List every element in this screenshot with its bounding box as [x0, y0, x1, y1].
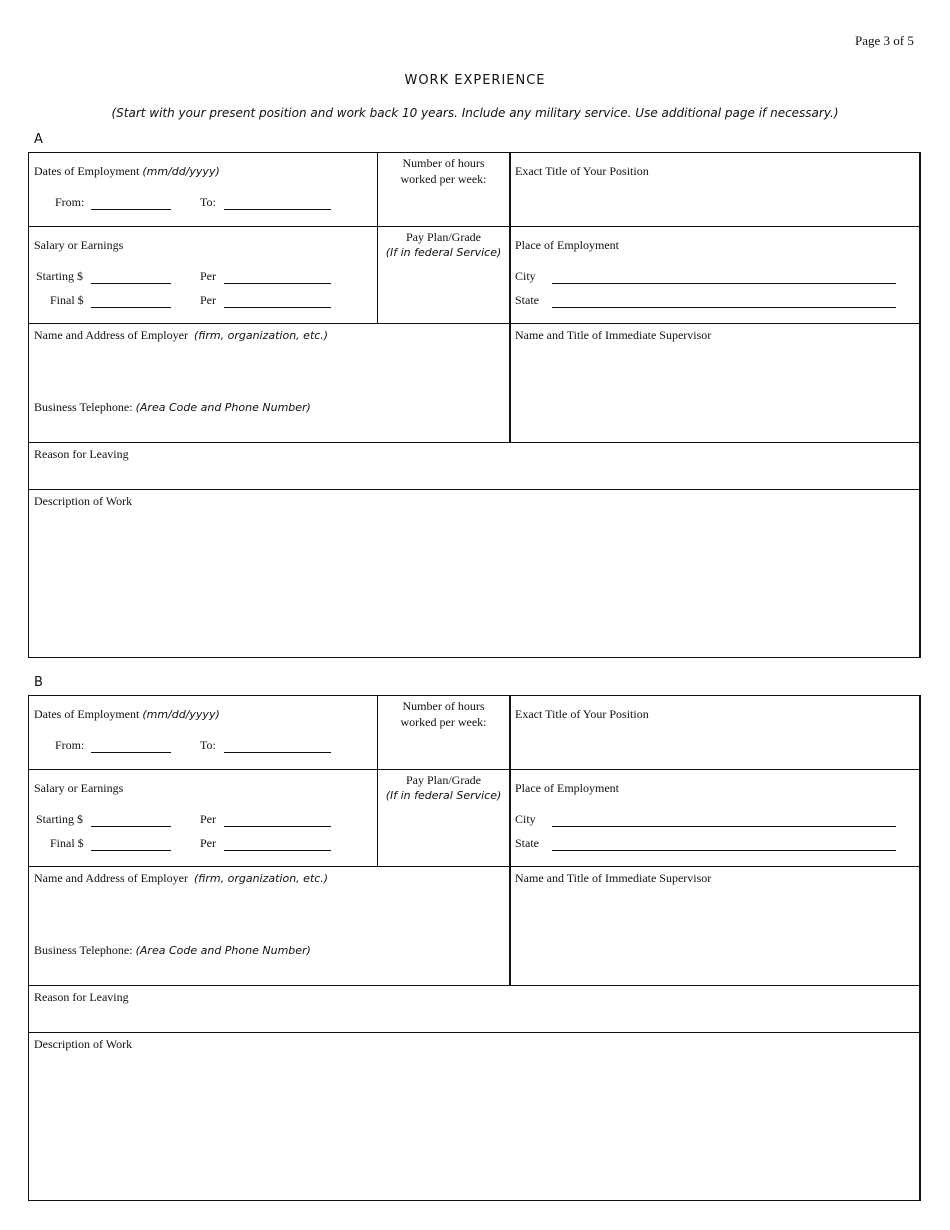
- exact-title-label: Exact Title of Your Position: [515, 707, 649, 721]
- city-label: City: [515, 812, 536, 826]
- dates-of-employment-label: Dates of Employment (mm/dd/yyyy): [34, 707, 220, 721]
- employer-note: (firm, organization, etc.): [193, 872, 329, 885]
- state-label: State: [515, 293, 539, 307]
- state-field[interactable]: [552, 850, 896, 851]
- exact-title-field[interactable]: [513, 182, 917, 224]
- border-right: [919, 152, 921, 658]
- divider-row4: [28, 1032, 921, 1033]
- page-number: Page 3 of 5: [855, 33, 914, 48]
- salary-label: Salary or Earnings: [34, 781, 124, 795]
- exact-title-label: Exact Title of Your Position: [515, 164, 649, 178]
- employer-note: (firm, organization, etc.): [193, 329, 329, 342]
- border-top: [28, 695, 921, 696]
- employer-label: Name and Address of Employer (firm, organization, etc.): [34, 871, 329, 885]
- final-salary-label: Final $: [50, 836, 84, 850]
- description-of-work-label: Description of Work: [34, 1037, 133, 1051]
- employer-field[interactable]: [32, 889, 506, 939]
- pay-plan-note: (If in federal Service): [385, 789, 502, 802]
- to-label: To:: [200, 738, 216, 752]
- place-of-employment-label: Place of Employment: [515, 238, 619, 252]
- pay-plan-note: (If in federal Service): [385, 246, 502, 259]
- phone-note: (Area Code and Phone Number): [135, 401, 311, 414]
- border-bottom: [28, 657, 921, 658]
- hours-per-week-label: Number of hours worked per week:: [400, 699, 487, 729]
- final-salary-label: Final $: [50, 293, 84, 307]
- border-bottom: [28, 1200, 921, 1201]
- place-of-employment-label: Place of Employment: [515, 781, 619, 795]
- starting-per-field[interactable]: [224, 826, 331, 827]
- salary-label: Salary or Earnings: [34, 238, 124, 252]
- dates-of-employment-label: Dates of Employment (mm/dd/yyyy): [34, 164, 220, 178]
- starting-per-field[interactable]: [224, 283, 331, 284]
- to-date-field[interactable]: [224, 209, 331, 210]
- from-date-field[interactable]: [91, 209, 171, 210]
- supervisor-label: Name and Title of Immediate Supervisor: [515, 328, 712, 342]
- per-label: Per: [200, 812, 216, 826]
- divider-row2: [28, 866, 921, 867]
- reason-for-leaving-field[interactable]: [32, 463, 917, 487]
- description-of-work-field[interactable]: [32, 1055, 917, 1197]
- border-right: [919, 695, 921, 1201]
- reason-for-leaving-label: Reason for Leaving: [34, 447, 129, 461]
- border-left: [28, 695, 29, 1201]
- from-date-field[interactable]: [91, 752, 171, 753]
- section-letter: B: [34, 675, 43, 690]
- hours-per-week-label: Number of hours worked per week:: [400, 156, 487, 186]
- final-per-field[interactable]: [224, 850, 331, 851]
- reason-for-leaving-label: Reason for Leaving: [34, 990, 129, 1004]
- final-salary-field[interactable]: [91, 307, 171, 308]
- divider-col2: [509, 695, 511, 985]
- city-field[interactable]: [552, 283, 896, 284]
- starting-salary-field[interactable]: [91, 283, 171, 284]
- border-left: [28, 152, 29, 658]
- starting-salary-label: Starting $: [36, 269, 83, 283]
- description-of-work-label: Description of Work: [34, 494, 133, 508]
- description-of-work-field[interactable]: [32, 512, 917, 654]
- divider-row2: [28, 323, 921, 324]
- hours-per-week-field[interactable]: [380, 192, 507, 224]
- to-date-field[interactable]: [224, 752, 331, 753]
- divider-row3: [28, 442, 921, 443]
- date-format-hint: (mm/dd/yyyy): [142, 165, 220, 178]
- pay-plan-field[interactable]: [380, 809, 507, 863]
- divider-row3: [28, 985, 921, 986]
- per-label: Per: [200, 269, 216, 283]
- pay-plan-label: Pay Plan/Grade (If in federal Service): [378, 773, 509, 803]
- final-salary-field[interactable]: [91, 850, 171, 851]
- border-top: [28, 152, 921, 153]
- state-field[interactable]: [552, 307, 896, 308]
- divider-col2: [509, 152, 511, 442]
- date-format-hint: (mm/dd/yyyy): [142, 708, 220, 721]
- pay-plan-field[interactable]: [380, 266, 507, 320]
- business-telephone-label: Business Telephone: (Area Code and Phone Number): [34, 943, 311, 957]
- exact-title-field[interactable]: [513, 725, 917, 767]
- state-label: State: [515, 836, 539, 850]
- city-label: City: [515, 269, 536, 283]
- supervisor-label: Name and Title of Immediate Supervisor: [515, 871, 712, 885]
- phone-note: (Area Code and Phone Number): [135, 944, 311, 957]
- starting-salary-label: Starting $: [36, 812, 83, 826]
- per-label: Per: [200, 293, 216, 307]
- pay-plan-label: Pay Plan/Grade (If in federal Service): [378, 230, 509, 260]
- divider-row1: [28, 226, 921, 227]
- starting-salary-field[interactable]: [91, 826, 171, 827]
- divider-row4: [28, 489, 921, 490]
- to-label: To:: [200, 195, 216, 209]
- supervisor-field[interactable]: [513, 346, 917, 439]
- from-label: From:: [55, 195, 85, 209]
- section-letter: A: [34, 132, 43, 147]
- work-experience-section-b: [0, 675, 950, 1215]
- employer-field[interactable]: [32, 346, 506, 396]
- employer-label: Name and Address of Employer (firm, organization, etc.): [34, 328, 329, 342]
- supervisor-field[interactable]: [513, 889, 917, 982]
- instructions: (Start with your present position and work back 10 years. Include any military service. Use additional page if necessary.): [111, 106, 839, 120]
- divider-row1: [28, 769, 921, 770]
- final-per-field[interactable]: [224, 307, 331, 308]
- per-label: Per: [200, 836, 216, 850]
- page-title: WORK EXPERIENCE: [404, 73, 546, 88]
- from-label: From:: [55, 738, 85, 752]
- reason-for-leaving-field[interactable]: [32, 1006, 917, 1030]
- business-telephone-label: Business Telephone: (Area Code and Phone Number): [34, 400, 311, 414]
- city-field[interactable]: [552, 826, 896, 827]
- hours-per-week-field[interactable]: [380, 735, 507, 767]
- work-experience-section-a: [0, 132, 950, 672]
